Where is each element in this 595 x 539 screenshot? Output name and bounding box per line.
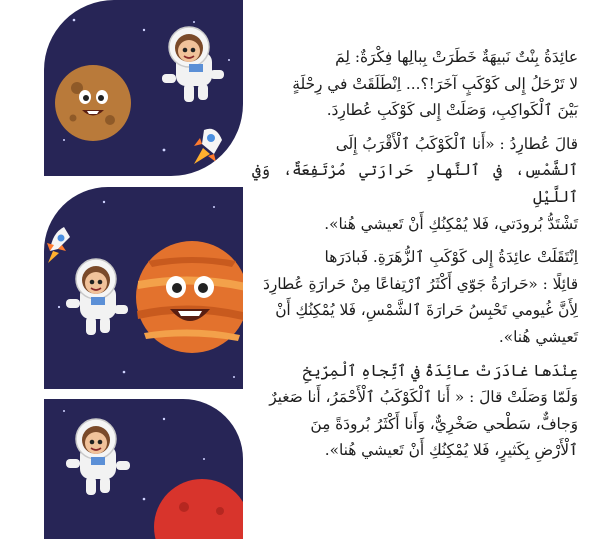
text-line: عِنْدَها غادَرَتْ عائِدَةُ في ٱتِّجاهِ ٱلْمِرّيخِ	[302, 361, 578, 380]
text-line: بَيْنَ ٱلْكَواكِبِ، وَصَلَتْ إِلى كَوْكَبِ عُطارِدَ.	[326, 101, 578, 120]
text-line: قائِلًا : «حَرارَةُ جَوّي أَكْثَرُ ٱرْتِفاعًا مِنْ حَرارَةِ عُطارِدَ	[263, 274, 578, 293]
text-line: لِأَنَّ غُيومي تَحْبِسُ حَرارَةَ ٱلشَّمْسِ، فَلا يُمْكِنُكِ أَنْ	[275, 301, 578, 320]
text-line: اِنْتَقَلَتْ عائِدَةُ إِلى كَوْكَبِ ٱلزُّهَرَةِ. فَبادَرَها	[324, 248, 578, 267]
paragraph-mars	[252, 358, 578, 464]
text-line: تَشْتَدُّ بُرودَتي، فَلا يُمْكِنُكِ أَنْ تَعيشي هُنا».	[324, 214, 578, 233]
astronaut-icon	[66, 259, 128, 335]
illustration-panel-mercury	[44, 0, 243, 176]
illustration-panel-mars	[44, 399, 243, 539]
story-text	[252, 44, 578, 471]
paragraph-venus	[252, 244, 578, 350]
text-line: ٱلْأَرْضِ بِكَثيرٍ، فَلا يُمْكِنُكِ أَنْ تَعيشي هُنا».	[324, 441, 578, 460]
astronaut-icon	[162, 27, 224, 102]
mars-scene	[44, 399, 243, 539]
illustration-panel-venus	[44, 187, 243, 389]
astronaut-icon	[66, 419, 130, 495]
text-line: وَجافٌّ، سَطْحي صَخْرِيٌّ، وَأَنا أَكْثَرُ بُرودَةً مِنَ	[310, 414, 578, 433]
venus-scene	[44, 187, 243, 389]
text-line: ٱلشَّمْسِ، في ٱلنَّهارِ حَرارَتي مُرْتَفِعَةٌ، وَفي ٱللَّيْلِ	[252, 161, 578, 206]
rocket-icon	[47, 227, 70, 263]
venus-planet-icon	[136, 241, 243, 353]
text-line: قالَ عُطارِدُ : «أَنا ٱلْكَوْكَبُ ٱلْأَقْرَبُ إِلَى	[335, 134, 578, 153]
mercury-planet-icon	[55, 65, 131, 141]
mercury-scene	[44, 0, 243, 176]
mars-planet-icon	[154, 479, 243, 539]
paragraph-mercury-intro	[252, 44, 578, 124]
paragraph-mercury-speech	[252, 131, 578, 237]
text-line: تَعيشي هُنا».	[498, 327, 578, 346]
rocket-icon	[194, 129, 222, 164]
text-line: عائِدَةُ بِنْتٌ نَبيهَةٌ خَطَرَتْ بِبالِها فِكْرَةٌ: لِمَ	[335, 48, 578, 66]
text-line: لا تَرْحَلُ إِلى كَوْكَبٍ آخَرَ!؟... اِنْطَلَقَتْ في رِحْلَةٍ	[292, 74, 578, 93]
text-line: وَلَمّا وَصَلَتْ قالَ : « أَنا ٱلْكَوْكَبُ ٱلْأَحْمَرُ، أَنا صَغيرٌ	[269, 388, 578, 407]
